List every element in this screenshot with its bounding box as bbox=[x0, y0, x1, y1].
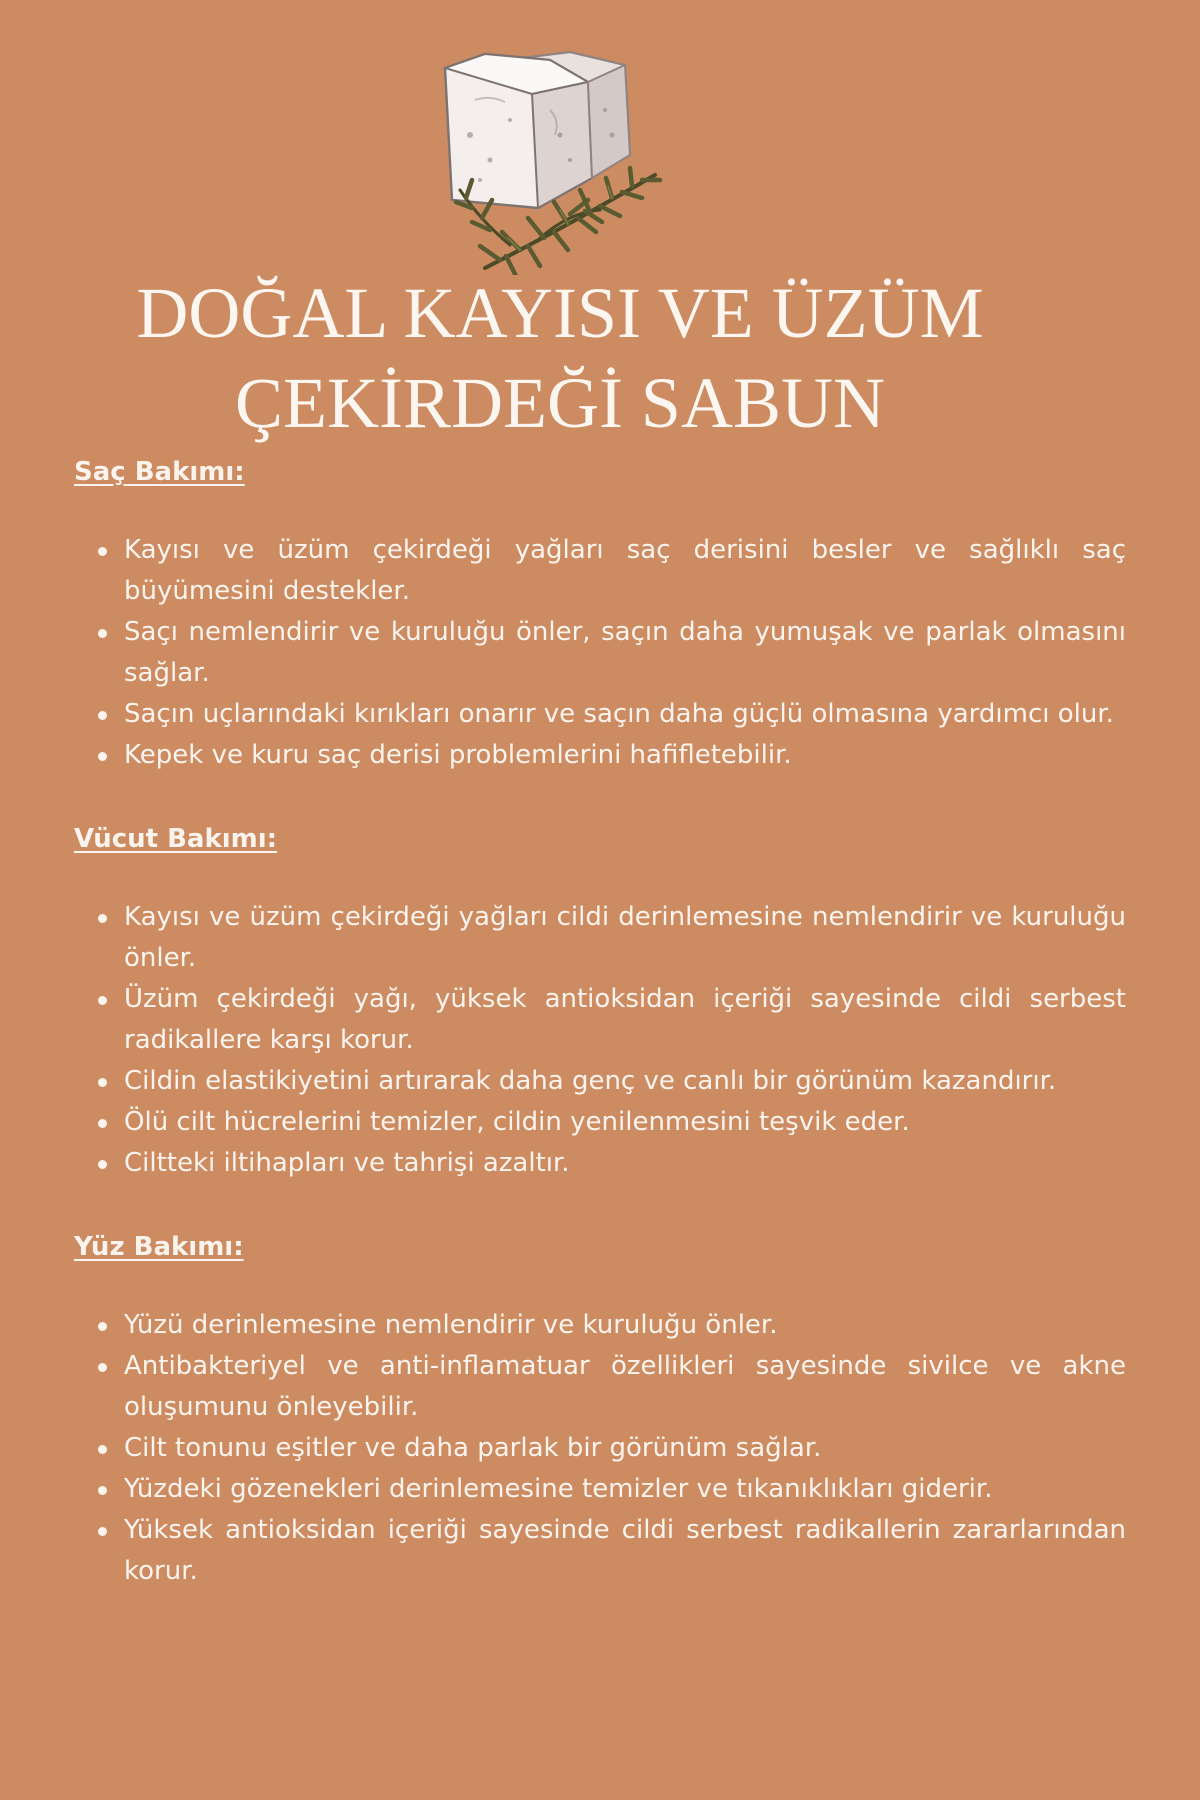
bullet-list bbox=[74, 530, 1126, 776]
list-item: Kepek ve kuru saç derisi problemlerini hafifletebilir. bbox=[74, 735, 1126, 776]
list-item: Kayısı ve üzüm çekirdeği yağları saç derisini besler ve sağlıklı saç büyümesini destekler. bbox=[74, 530, 1126, 612]
content-area bbox=[74, 452, 1126, 1592]
list-item: Saçın uçlarındaki kırıkları onarır ve saçın daha güçlü olmasına yardımcı olur. bbox=[74, 694, 1126, 735]
list-item: Yüzü derinlemesine nemlendirir ve kuruluğu önler. bbox=[74, 1305, 1126, 1346]
section-body-care bbox=[74, 819, 1126, 1184]
list-item: Cilt tonunu eşitler ve daha parlak bir görünüm sağlar. bbox=[74, 1428, 1126, 1469]
list-item: Kayısı ve üzüm çekirdeği yağları cildi derinlemesine nemlendirir ve kuruluğu önler. bbox=[74, 897, 1126, 979]
title-line-1: DOĞAL KAYISI VE ÜZÜM bbox=[136, 273, 984, 353]
spacer bbox=[74, 776, 1126, 819]
list-item: Antibakteriyel ve anti-inflamatuar özellikleri sayesinde sivilce ve akne oluşumunu önleyebilir. bbox=[74, 1346, 1126, 1428]
section-heading: Vücut Bakımı: bbox=[74, 824, 278, 854]
bullet-list bbox=[74, 1305, 1126, 1592]
list-item: Ciltteki iltihapları ve tahrişi azaltır. bbox=[74, 1143, 1126, 1184]
section-heading: Saç Bakımı: bbox=[74, 457, 245, 487]
list-item: Saçı nemlendirir ve kuruluğu önler, saçın daha yumuşak ve parlak olmasını sağlar. bbox=[74, 612, 1126, 694]
list-item: Yüzdeki gözenekleri derinlemesine temizler ve tıkanıklıkları giderir. bbox=[74, 1469, 1126, 1510]
section-face-care bbox=[74, 1227, 1126, 1592]
section-hair-care bbox=[74, 452, 1126, 776]
list-item: Cildin elastikiyetini artırarak daha genç ve canlı bir görünüm kazandırır. bbox=[74, 1061, 1126, 1102]
section-heading: Yüz Bakımı: bbox=[74, 1232, 244, 1262]
soap-bar-with-rosemary-icon bbox=[420, 40, 690, 275]
list-item: Yüksek antioksidan içeriği sayesinde cildi serbest radikallerin zararlarından korur. bbox=[74, 1510, 1126, 1592]
spacer bbox=[74, 1184, 1126, 1227]
list-item: Ölü cilt hücrelerini temizler, cildin yenilenmesini teşvik eder. bbox=[74, 1102, 1126, 1143]
page-title bbox=[0, 268, 1120, 448]
title-line-2: ÇEKİRDEĞİ SABUN bbox=[234, 363, 885, 443]
list-item: Üzüm çekirdeği yağı, yüksek antioksidan içeriği sayesinde cildi serbest radikallere karşı korur. bbox=[74, 979, 1126, 1061]
bullet-list bbox=[74, 897, 1126, 1184]
